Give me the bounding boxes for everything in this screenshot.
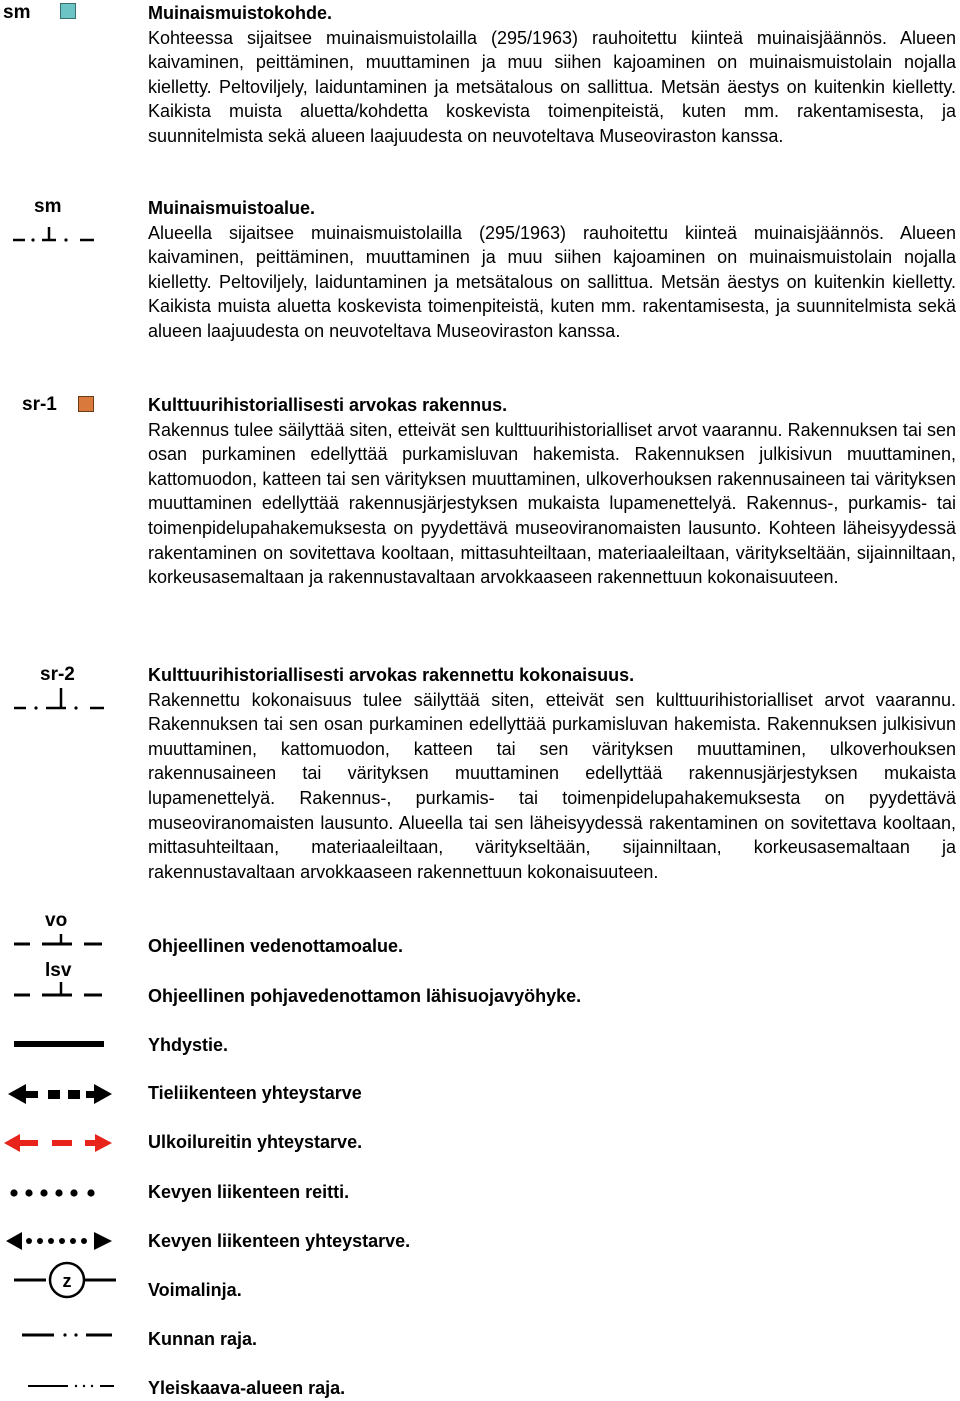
legend-entry-outdoor-route-connection: Ulkoilureitin yhteystarve. (148, 1132, 363, 1152)
legend-entry-road-traffic-connection: Tieliikenteen yhteystarve (148, 1083, 362, 1103)
legend-code-vo: vo (45, 910, 68, 931)
legend-entry-vo: Ohjeellinen vedenottamoalue. (148, 936, 404, 956)
groundwater-protection-zone-boundary-icon (0, 982, 110, 1004)
sm-area-boundary-icon (0, 222, 100, 252)
municipal-boundary-line-icon (0, 1326, 115, 1340)
legend-entry-master-plan-boundary: Yleiskaava-alueen raja. (148, 1378, 346, 1398)
power-line-icon (0, 1262, 120, 1302)
legend-entry-light-traffic-route: Kevyen liikenteen reitti. (148, 1182, 350, 1202)
water-intake-area-boundary-icon (0, 934, 110, 954)
legend-title: Muinaismuistokohde. (148, 3, 333, 23)
master-plan-boundary-line-icon (0, 1378, 120, 1392)
legend-code-sr-1: sr-1 (22, 394, 57, 415)
legend-title: Muinaismuistoalue. (148, 198, 316, 218)
legend-entry-connecting-road: Yhdystie. (148, 1035, 229, 1055)
legend-entry-light-traffic-connection: Kevyen liikenteen yhteystarve. (148, 1231, 411, 1251)
legend-description: Rakennus tulee säilyttää siten, etteivät sen kulttuurihistorialliset arvot vaarannu. Rakennuksen tai sen osan purkaminen edellyttää purkamisluvan hakemista. Rakennuksen julkisivun muuttaminen, kattomuodon, katteen tai sen värityksen muuttaminen, ulkoverhouksen rakennusaineen tai värityksen muuttaminen edellyttää rakennusjärjestyksen mukaista lupamenettelyä. Rakennus-, purkamis- tai toimenpidelupahakemuksesta on pyydettävä museoviranomaisten lausunto. Kohteen läheisyydessä rakentaminen on sovitettava kooltaan, mittasuhteiltaan, materiaaleiltaan, väritykseltään, sijainniltaan, korkeusasemaltaan ja rakennustavaltaan arvokkaaseen rakennettuun kokonaisuuteen. (148, 419, 956, 588)
road-traffic-connection-arrow-icon (0, 1081, 115, 1107)
legend-entry-sm-area (148, 196, 956, 344)
legend-description: Kohteessa sijaitsee muinaismuistolailla (295/1963) rauhoitettu kiinteä muinaisjäännös. Alueen kaivaminen, peittäminen, muuttaminen ja muu siihen kajoaminen on muinaismuistolain nojalla kielletty. Peltoviljely, laiduntaminen ja metsätalous on sallittua. Metsän äestys on kuitenkin kielletty. Kaikista muista aluetta/kohdetta koskevista toimenpiteistä, kuten mm. rakentamisesta, ja suunnitelmista sekä alueen laajuudesta on neuvoteltava Museoviraston kanssa. (148, 27, 956, 146)
legend-entry-lsv: Ohjeellinen pohjavedenottamon lähisuojavyöhyke. (148, 986, 582, 1006)
sm-point-symbol (60, 3, 76, 19)
sr-1-building-symbol (78, 396, 94, 412)
sr-2-area-boundary-icon (0, 684, 110, 714)
legend-title: Kulttuurihistoriallisesti arvokas rakennettu kokonaisuus. (148, 665, 635, 685)
light-traffic-route-dotted-icon (0, 1186, 110, 1200)
legend-title: Kulttuurihistoriallisesti arvokas rakennus. (148, 395, 508, 415)
connecting-road-line-icon (0, 1038, 110, 1050)
legend-entry-municipal-boundary: Kunnan raja. (148, 1329, 258, 1349)
legend-code-sr-2: sr-2 (40, 664, 75, 685)
legend-entry-sr-1 (148, 393, 956, 590)
outdoor-route-connection-arrow-icon (0, 1130, 115, 1156)
legend-code-sm-point: sm (3, 2, 31, 23)
legend-description: Rakennettu kokonaisuus tulee säilyttää siten, etteivät sen kulttuurihistorialliset arvot vaarannu. Rakennuksen tai sen osan purkaminen edellyttää purkamisluvan hakemista. Rakennuksen julkisivun muuttaminen, kattomuodon, katteen tai sen värityksen muuttaminen, ulkoverhouksen rakennusaineen tai värityksen muuttaminen edellyttää rakennusjärjestyksen mukaista lupamenettelyä. Rakennus-, purkamis- tai toimenpidelupahakemuksesta on pyydettävä museoviranomaisten lausunto. Alueella tai sen läheisyydessä rakentaminen on sovitettava kooltaan, mittasuhteiltaan, materiaaleiltaan, väritykseltään, sijainniltaan, korkeusasemaltaan ja rakennustavaltaan arvokkaaseen rakennettuun kokonaisuuteen. (148, 689, 956, 882)
legend-code-lsv: lsv (45, 960, 72, 981)
legend-entry-sm-point (148, 1, 956, 149)
legend-entry-sr-2 (148, 663, 956, 884)
legend-code-sm-area: sm (34, 196, 62, 217)
light-traffic-connection-arrow-icon (0, 1228, 115, 1254)
legend-entry-power-line: Voimalinja. (148, 1280, 242, 1300)
power-line-letter: z (62, 1271, 72, 1291)
legend-description: Alueella sijaitsee muinaismuistolailla (295/1963) rauhoitettu kiinteä muinaisjäännös. Alueen kaivaminen, peittäminen, muuttaminen ja muu siihen kajoaminen on muinaismuistolain nojalla kielletty. Peltoviljely, laiduntaminen ja metsätalous on sallittua. Metsän äestys on kuitenkin kielletty. Kaikista muista aluetta koskevista toimenpiteistä, kuten mm. rakentamisesta, ja suunnitelmista sekä alueen laajuudesta on neuvoteltava Museoviraston kanssa. (148, 222, 956, 341)
